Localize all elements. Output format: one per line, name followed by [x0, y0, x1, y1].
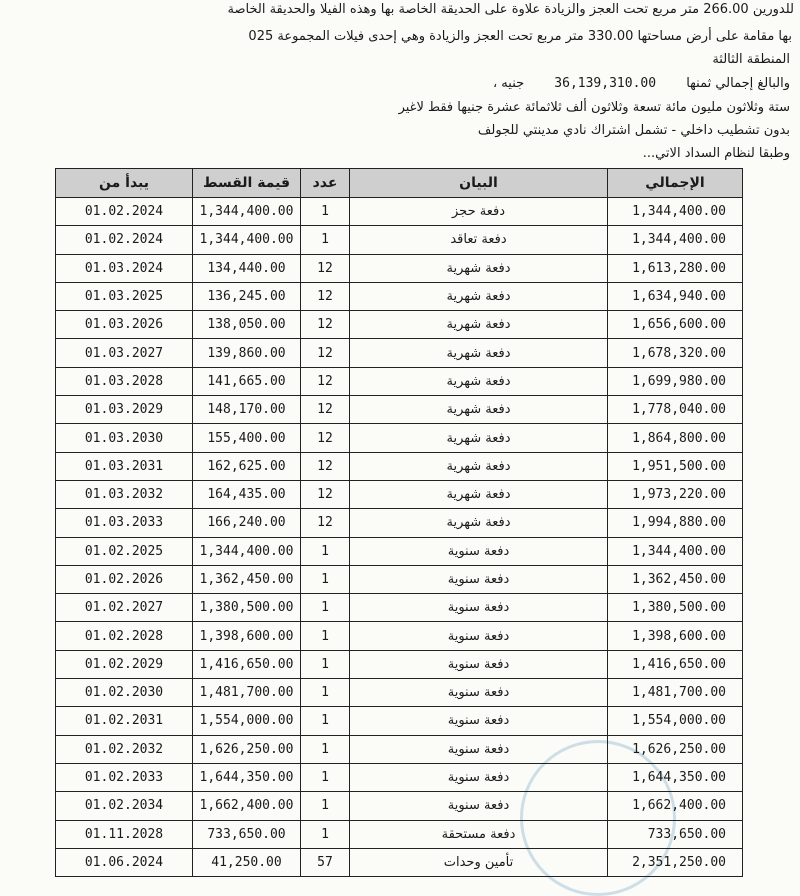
desc-cell: دفعة سنوية	[350, 650, 608, 678]
table-row	[56, 565, 743, 593]
desc-cell: دفعة حجز	[350, 198, 608, 226]
payment-schedule-table	[55, 168, 743, 877]
cnt-cell: 1	[301, 679, 350, 707]
tot-cell: 1,554,000.00	[608, 707, 743, 735]
table-row	[56, 367, 743, 395]
table-row	[56, 820, 743, 848]
tot-cell: 1,699,980.00	[608, 367, 743, 395]
table-row	[56, 763, 743, 791]
tot-cell: 1,362,450.00	[608, 565, 743, 593]
cnt-cell: 1	[301, 226, 350, 254]
tot-cell: 1,481,700.00	[608, 679, 743, 707]
table-row	[56, 254, 743, 282]
desc-cell: دفعة شهرية	[350, 254, 608, 282]
table-row	[56, 198, 743, 226]
cnt-cell: 1	[301, 537, 350, 565]
start-cell: 01.03.2028	[56, 367, 193, 395]
cnt-cell: 12	[301, 339, 350, 367]
tot-cell: 1,678,320.00	[608, 339, 743, 367]
table-row	[56, 226, 743, 254]
inst-cell: 155,400.00	[193, 424, 301, 452]
desc-cell: دفعة سنوية	[350, 622, 608, 650]
desc-cell: دفعة مستحقة	[350, 820, 608, 848]
start-cell: 01.02.2031	[56, 707, 193, 735]
desc-cell: دفعة شهرية	[350, 424, 608, 452]
start-cell: 01.02.2034	[56, 792, 193, 820]
inst-cell: 1,344,400.00	[193, 226, 301, 254]
desc-cell: دفعة شهرية	[350, 311, 608, 339]
desc-cell: دفعة سنوية	[350, 735, 608, 763]
start-cell: 01.02.2024	[56, 198, 193, 226]
price-label: والبالغ إجمالي ثمنها	[686, 76, 790, 91]
col-total: الإجمالي	[608, 169, 743, 198]
tot-cell: 2,351,250.00	[608, 848, 743, 876]
desc-cell: دفعة شهرية	[350, 396, 608, 424]
inst-cell: 1,344,400.00	[193, 198, 301, 226]
start-cell: 01.03.2027	[56, 339, 193, 367]
start-cell: 01.02.2028	[56, 622, 193, 650]
tot-cell: 1,994,880.00	[608, 509, 743, 537]
tot-cell: 1,344,400.00	[608, 537, 743, 565]
header-line-5: ستة وثلاثون مليون مائة تسعة وثلاثون ألف ثلاثمائة عشرة جنيها فقط لاغير	[398, 100, 790, 115]
desc-cell: دفعة سنوية	[350, 565, 608, 593]
tot-cell: 1,380,500.00	[608, 594, 743, 622]
tot-cell: 733,650.00	[608, 820, 743, 848]
desc-cell: تأمين وحدات	[350, 848, 608, 876]
start-cell: 01.02.2027	[56, 594, 193, 622]
tot-cell: 1,951,500.00	[608, 452, 743, 480]
table-row	[56, 480, 743, 508]
start-cell: 01.03.2026	[56, 311, 193, 339]
tot-cell: 1,613,280.00	[608, 254, 743, 282]
cnt-cell: 1	[301, 707, 350, 735]
cnt-cell: 1	[301, 735, 350, 763]
inst-cell: 1,626,250.00	[193, 735, 301, 763]
desc-cell: دفعة شهرية	[350, 509, 608, 537]
desc-cell: دفعة سنوية	[350, 763, 608, 791]
start-cell: 01.03.2031	[56, 452, 193, 480]
col-installment: قيمة القسط	[193, 169, 301, 198]
start-cell: 01.03.2025	[56, 282, 193, 310]
cnt-cell: 12	[301, 367, 350, 395]
start-cell: 01.03.2024	[56, 254, 193, 282]
table-row	[56, 848, 743, 876]
tot-cell: 1,662,400.00	[608, 792, 743, 820]
cnt-cell: 1	[301, 594, 350, 622]
header-line-4	[493, 76, 790, 91]
price-amount: 36,139,310.00	[554, 76, 657, 91]
desc-cell: دفعة شهرية	[350, 480, 608, 508]
table-row	[56, 311, 743, 339]
table-row	[56, 594, 743, 622]
table-row	[56, 537, 743, 565]
inst-cell: 139,860.00	[193, 339, 301, 367]
header-line-6: بدون تشطيب داخلي - تشمل اشتراك نادي مدينتي للجولف	[477, 123, 790, 138]
table-row	[56, 792, 743, 820]
start-cell: 01.02.2025	[56, 537, 193, 565]
inst-cell: 1,344,400.00	[193, 537, 301, 565]
inst-cell: 148,170.00	[193, 396, 301, 424]
inst-cell: 164,435.00	[193, 480, 301, 508]
desc-cell: دفعة شهرية	[350, 367, 608, 395]
cnt-cell: 57	[301, 848, 350, 876]
cnt-cell: 1	[301, 622, 350, 650]
cnt-cell: 12	[301, 254, 350, 282]
inst-cell: 733,650.00	[193, 820, 301, 848]
table-row	[56, 707, 743, 735]
tot-cell: 1,634,940.00	[608, 282, 743, 310]
table-row	[56, 622, 743, 650]
inst-cell: 1,662,400.00	[193, 792, 301, 820]
desc-cell: دفعة شهرية	[350, 339, 608, 367]
tot-cell: 1,344,400.00	[608, 226, 743, 254]
inst-cell: 41,250.00	[193, 848, 301, 876]
tot-cell: 1,864,800.00	[608, 424, 743, 452]
desc-cell: دفعة تعاقد	[350, 226, 608, 254]
tot-cell: 1,778,040.00	[608, 396, 743, 424]
inst-cell: 1,362,450.00	[193, 565, 301, 593]
inst-cell: 1,380,500.00	[193, 594, 301, 622]
table-row	[56, 509, 743, 537]
start-cell: 01.02.2030	[56, 679, 193, 707]
tot-cell: 1,644,350.00	[608, 763, 743, 791]
cnt-cell: 12	[301, 396, 350, 424]
inst-cell: 162,625.00	[193, 452, 301, 480]
tot-cell: 1,344,400.00	[608, 198, 743, 226]
start-cell: 01.02.2032	[56, 735, 193, 763]
desc-cell: دفعة سنوية	[350, 679, 608, 707]
tot-cell: 1,973,220.00	[608, 480, 743, 508]
tot-cell: 1,416,650.00	[608, 650, 743, 678]
cnt-cell: 1	[301, 792, 350, 820]
desc-cell: دفعة سنوية	[350, 707, 608, 735]
start-cell: 01.02.2024	[56, 226, 193, 254]
table-row	[56, 424, 743, 452]
table-header-row	[56, 169, 743, 198]
header-line-7: وطبقا لنظام السداد الاتي...	[642, 146, 790, 161]
start-cell: 01.02.2026	[56, 565, 193, 593]
col-count: عدد	[301, 169, 350, 198]
inst-cell: 1,554,000.00	[193, 707, 301, 735]
desc-cell: دفعة شهرية	[350, 282, 608, 310]
cnt-cell: 12	[301, 282, 350, 310]
table-row	[56, 339, 743, 367]
col-description: البيان	[350, 169, 608, 198]
start-cell: 01.02.2029	[56, 650, 193, 678]
desc-cell: دفعة سنوية	[350, 537, 608, 565]
inst-cell: 141,665.00	[193, 367, 301, 395]
inst-cell: 1,398,600.00	[193, 622, 301, 650]
tot-cell: 1,656,600.00	[608, 311, 743, 339]
table-row	[56, 679, 743, 707]
desc-cell: دفعة سنوية	[350, 594, 608, 622]
cnt-cell: 1	[301, 820, 350, 848]
header-line-1: للدورين 266.00 متر مربع تحت العجز والزيادة علاوة على الحديقة الخاصة بها وهذه الفيلا والحديقة الخاصة	[227, 2, 794, 17]
table-row	[56, 735, 743, 763]
desc-cell: دفعة سنوية	[350, 792, 608, 820]
cnt-cell: 1	[301, 650, 350, 678]
cnt-cell: 1	[301, 763, 350, 791]
cnt-cell: 12	[301, 424, 350, 452]
start-cell: 01.11.2028	[56, 820, 193, 848]
start-cell: 01.02.2033	[56, 763, 193, 791]
inst-cell: 166,240.00	[193, 509, 301, 537]
tot-cell: 1,398,600.00	[608, 622, 743, 650]
cnt-cell: 1	[301, 198, 350, 226]
start-cell: 01.03.2033	[56, 509, 193, 537]
start-cell: 01.03.2032	[56, 480, 193, 508]
inst-cell: 138,050.00	[193, 311, 301, 339]
start-cell: 01.06.2024	[56, 848, 193, 876]
cnt-cell: 12	[301, 509, 350, 537]
table-row	[56, 452, 743, 480]
table-row	[56, 282, 743, 310]
col-start: يبدأ من	[56, 169, 193, 198]
table-row	[56, 650, 743, 678]
cnt-cell: 12	[301, 480, 350, 508]
inst-cell: 136,245.00	[193, 282, 301, 310]
tot-cell: 1,626,250.00	[608, 735, 743, 763]
table-row	[56, 396, 743, 424]
start-cell: 01.03.2030	[56, 424, 193, 452]
inst-cell: 1,416,650.00	[193, 650, 301, 678]
cnt-cell: 12	[301, 311, 350, 339]
header-line-2: بها مقامة على أرض مساحتها 330.00 متر مربع تحت العجز والزيادة وهي إحدى فيلات المجموعة 025	[248, 29, 792, 44]
start-cell: 01.03.2029	[56, 396, 193, 424]
header-line-3: المنطقة الثالثة	[712, 52, 790, 67]
cnt-cell: 1	[301, 565, 350, 593]
inst-cell: 1,481,700.00	[193, 679, 301, 707]
cnt-cell: 12	[301, 452, 350, 480]
desc-cell: دفعة شهرية	[350, 452, 608, 480]
inst-cell: 134,440.00	[193, 254, 301, 282]
inst-cell: 1,644,350.00	[193, 763, 301, 791]
price-currency: جنيه ،	[492, 76, 525, 91]
